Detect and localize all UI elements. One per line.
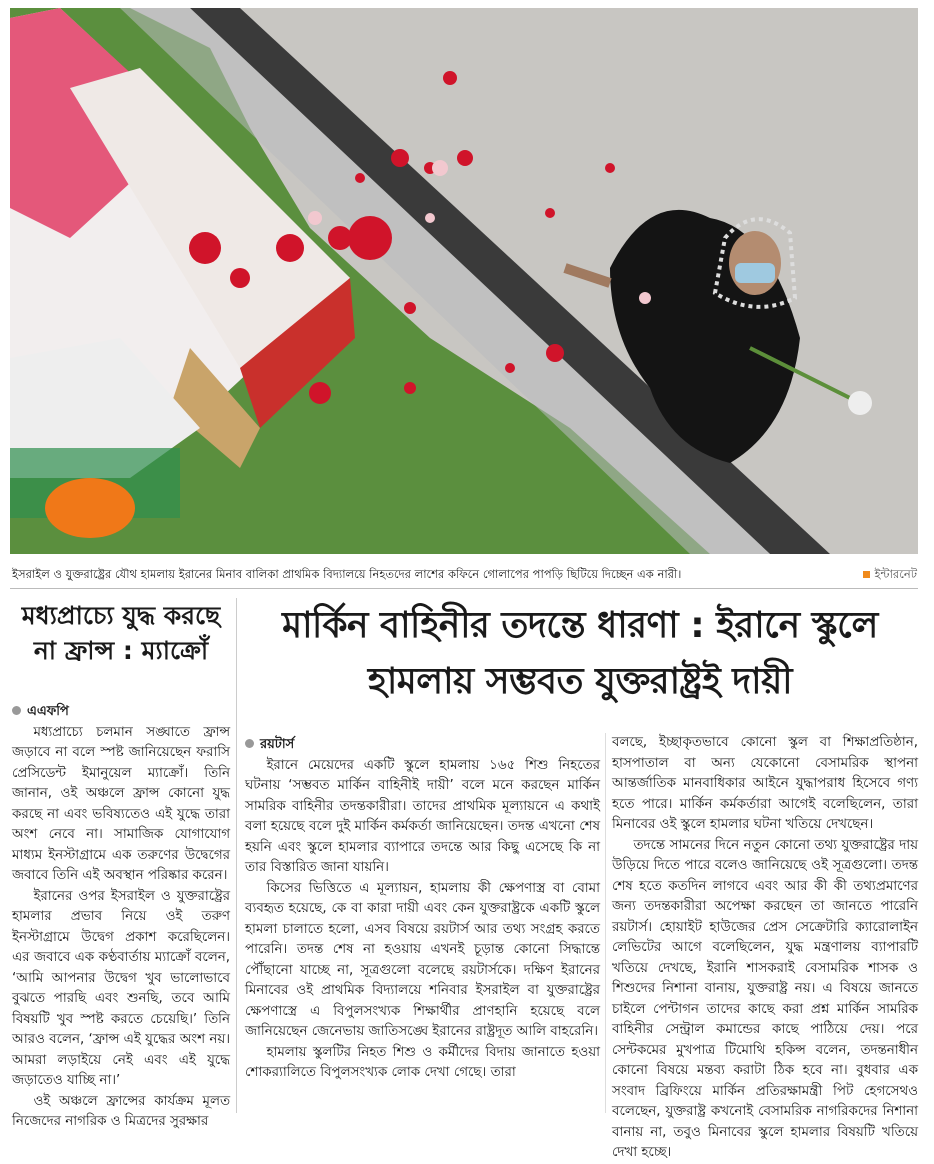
news-photo [10, 8, 918, 554]
photo-scene [10, 8, 918, 554]
side-story-body [12, 700, 230, 1133]
paragraph: ওই অঞ্চলে ফ্রান্সের কার্যক্রম মূলত নিজেদের নাগরিক ও মিত্রদের সুরক্ষার [12, 1093, 230, 1129]
main-story-column-2 [612, 733, 918, 1164]
main-story-source: রয়টার্স [245, 735, 600, 756]
side-story-headline: মধ্যপ্রাচ্যে যুদ্ধ করছে না ফ্রান্স : ম্যাক্রোঁ [21, 601, 221, 665]
main-story-column-1 [245, 733, 600, 1084]
photo-caption-bar [12, 566, 917, 585]
paragraph: হামলায় স্কুলটির নিহত শিশু ও কর্মীদের বিদায় জানাতে হওয়া শোকর‍্যালিতে বিপুলসংখ্যক লোক দেখা গেছে। তারা [245, 1044, 600, 1080]
photo-credit: ইন্টারনেট [863, 566, 917, 585]
side-story-source: এএফপি [12, 702, 230, 723]
column-divider [236, 598, 237, 1113]
divider [10, 588, 918, 589]
column-divider [605, 733, 606, 1113]
main-story-headline: মার্কিন বাহিনীর তদন্তে ধারণা : ইরানে স্কুলে হামলায় সম্ভবত যুক্তরাষ্ট্রই দায়ী [282, 605, 878, 702]
photo-caption: ইসরাইল ও যুক্তরাষ্ট্রের যৌথ হামলায় ইরানের মিনাব বালিকা প্রাথমিক বিদ্যালয়ে নিহতদের লাশের কফিনে গোলাপের পাপড়ি ছিটিয়ে দিচ্ছেন এক নারী। [12, 567, 682, 581]
paragraph: মধ্যপ্রাচ্যে চলমান সঙ্ঘাতে ফ্রান্স জড়াবে না বলে স্পষ্ট জানিয়েছেন ফরাসি প্রেসিডেন্ট ইমানুয়েল ম্যাক্রোঁ। তিনি জানান, ওই অঞ্চলে ফ্রান্স কোনো যুদ্ধ করছে না এবং ভবিষ্যতেও এই যুদ্ধে তারা অংশ নেবে না। সামাজিক যোগাযোগ মাধ্যম ইনস্টাগ্রামে এক তরুণের উদ্বেগের জবাবে তিনি এই অবস্থান পরিষ্কার করেন। [12, 724, 230, 883]
paragraph: বলছে, ইচ্ছাকৃতভাবে কোনো স্কুল বা শিক্ষাপ্রতিষ্ঠান, হাসপাতাল বা অন্য যেকোনো বেসামরিক স্থাপনা আন্তর্জাতিক মানবাধিকার আইনে যুদ্ধাপরাধ হিসেবে গণ্য হতে পারে। মার্কিন কর্মকর্তারা আগেই বলেছিলেন, তারা মিনাবের ওই স্কুলে হামলার ঘটনা খতিয়ে দেখছেন। [612, 735, 918, 832]
paragraph: তদন্তে সামনের দিনে নতুন কোনো তথ্য যুক্তরাষ্ট্রের দায় উড়িয়ে দিতে পারে বলেও জানিয়েছে ওই সূত্রগুলো। তদন্ত শেষ হতে কতদিন লাগবে এবং আর কী কী তথ্যপ্রমাণের জন্য তদন্তকারীরা অপেক্ষা করছেন তা জানতে পারেনি রয়টার্স। হোয়াইট হাউজের প্রেস সেক্রেটারি ক্যারোলাইন লেভিটের আগে বলেছিলেন, যুদ্ধ মন্ত্রণালয় ব্যাপারটি খতিয়ে দেখছে, ইরানি শাসকরাই বেসামরিক শাসক ও শিশুদের নিশানা বানায়, যুক্তরাষ্ট্র নয়। এ বিষয়ে জানতে চাইলে পেন্টাগন তাদের কাছে করা প্রশ্ন মার্কিন সামরিক বাহিনীর সেন্ট্রাল কমান্ডের কাছে পাঠিয়ে দেয়। পরে সেন্টকমের মুখপাত্র টিমোথি হকিন্স বলেন, তদন্তনাধীন কোনো বিষয়ে মন্তব্য করাটা ঠিক হবে না। বুধবার এক সংবাদ ব্রিফিংয়ে মার্কিন প্রতিরক্ষামন্ত্রী পিট হেগসেথও বলেছেন, যুক্তরাষ্ট্র কখনোই বেসামরিক নাগরিকদের নিশানা বানায় না, তবুও মিনাবের স্কুলে হামলার বিষয়টি খতিয়ে দেখা হচ্ছে। [612, 837, 918, 1160]
paragraph: ইরানে মেয়েদের একটি স্কুলে হামলায় ১৬৫ শিশু নিহতের ঘটনায় ‘সম্ভবত মার্কিন বাহিনীই দায়ী’ বলে মনে করছেন মার্কিন সামরিক বাহিনীর তদন্তকারীরা। তাদের প্রাথমিক মূল্যায়নে এ কথাই বলা হয়েছে বলে দুই মার্কিন কর্মকর্তা জানিয়েছেন। তদন্ত এখনো শেষ হয়নি এবং স্কুলে হামলার ব্যাপারে তদন্তে আর কিছু এসেছে কি না তার বিস্তারিত জানা যায়নি। [245, 757, 601, 875]
paragraph: কিসের ভিত্তিতে এ মূল্যায়ন, হামলায় কী ক্ষেপণাস্ত্র বা বোমা ব্যবহৃত হয়েছে, কে বা কারা দায়ী এবং কেন যুক্তরাষ্ট্রকে একটি স্কুলে হামলা চালাতে হলো, এসব বিষয়ে রয়টার্স আর তথ্য সংগ্রহ করতে পারেনি। তদন্ত শেষ না হওয়ায় এখনই চূড়ান্ত কোনো সিদ্ধান্তে পৌঁছানো যাচ্ছে না, সূত্রগুলো বলেছে রয়টার্সকে। দক্ষিণ ইরানের মিনাবের ওই প্রাথমিক বিদ্যালয়ে শনিবার ইসরাইল বা যুক্তরাষ্ট্রের ক্ষেপণাস্ত্রে এ বিপুলসংখ্যক শিক্ষার্থীর প্রাণহানি হয়েছে বলে জানিয়েছেন জেনেভায় জাতিসঙ্ঘে ইরানের রাষ্ট্রদূত আলি বাহরেনি। [245, 880, 600, 1039]
paragraph: ইরানের ওপর ইসরাইল ও যুক্তরাষ্ট্রের হামলার প্রভাব নিয়ে ওই তরুণ ইনস্টাগ্রামে উদ্বেগ প্রকাশ করেছিলেন। এর জবাবে এক কণ্ঠবার্তায় ম্যাক্রোঁ বলেন, ‘আমি আপনার উদ্বেগ খুব ভালোভাবে বুঝতে পারছি এবং শুনছি, তবে আমি বিষয়টি খুব স্পষ্ট করতে চেয়েছি।’ তিনি আরও বলেন, ‘ফ্রান্স এই যুদ্ধের অংশ নয়। আমরা লড়াইয়ে নেই এবং এই যুদ্ধে জড়াতেও যাচ্ছি না।’ [12, 888, 230, 1088]
